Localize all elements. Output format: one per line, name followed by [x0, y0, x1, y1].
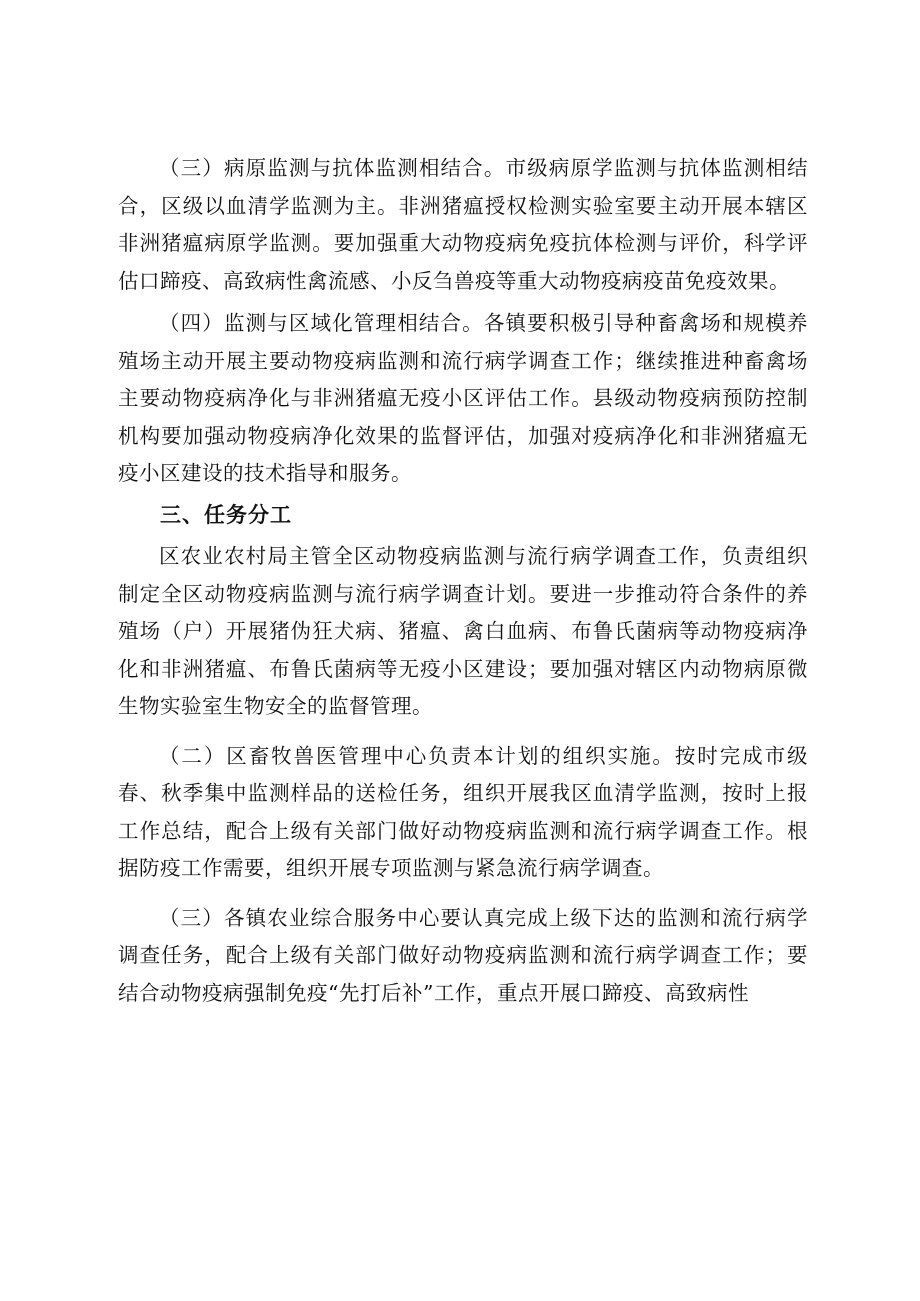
paragraph-livestock-center: （二）区畜牧兽医管理中心负责本计划的组织实施。按时完成市级春、秋季集中监测样品的送检任务，组织开展我区血清学监测，按时上报工作总结，配合上级有关部门做好动物疫病监测和流行病学调查工作。根据防疫工作需要，组织开展专项监测与紧急流行病学调查。	[118, 743, 808, 880]
section-heading-task-division: 三、任务分工	[160, 502, 292, 527]
paragraph-town-service-centers: （三）各镇农业综合服务中心要认真完成上级下达的监测和流行病学调查任务，配合上级有关部门做好动物疫病监测和流行病学调查工作；要结合动物疫病强制免疫“先打后补”工作，重点开展口蹄疫、高致病性	[118, 905, 808, 1005]
document-body	[118, 150, 808, 1012]
paragraph-agriculture-bureau: 区农业农村局主管全区动物疫病监测与流行病学调查工作，负责组织制定全区动物疫病监测与流行病学调查计划。要进一步推动符合条件的养殖场（户）开展猪伪狂犬病、猪瘟、禽白血病、布鲁氏菌病等动物疫病净化和非洲猪瘟、布鲁氏菌病等无疫小区建设；要加强对辖区内动物病原微生物实验室生物安全的监督管理。	[118, 544, 808, 718]
paragraph-pathogen-antibody-monitoring: （三）病原监测与抗体监测相结合。市级病原学监测与抗体监测相结合，区级以血清学监测为主。非洲猪瘟授权检测实验室要主动开展本辖区非洲猪瘟病原学监测。要加强重大动物疫病免疫抗体检测与评价，科学评估口蹄疫、高致病性禽流感、小反刍兽疫等重大动物疫病疫苗免疫效果。	[118, 156, 808, 293]
paragraph-regional-management: （四）监测与区域化管理相结合。各镇要积极引导种畜禽场和规模养殖场主动开展主要动物疫病监测和流行病学调查工作；继续推进种畜禽场主要动物疫病净化与非洲猪瘟无疫小区评估工作。县级动物疫病预防控制机构要加强动物疫病净化效果的监督评估，加强对疫病净化和非洲猪瘟无疫小区建设的技术指导和服务。	[118, 311, 808, 485]
